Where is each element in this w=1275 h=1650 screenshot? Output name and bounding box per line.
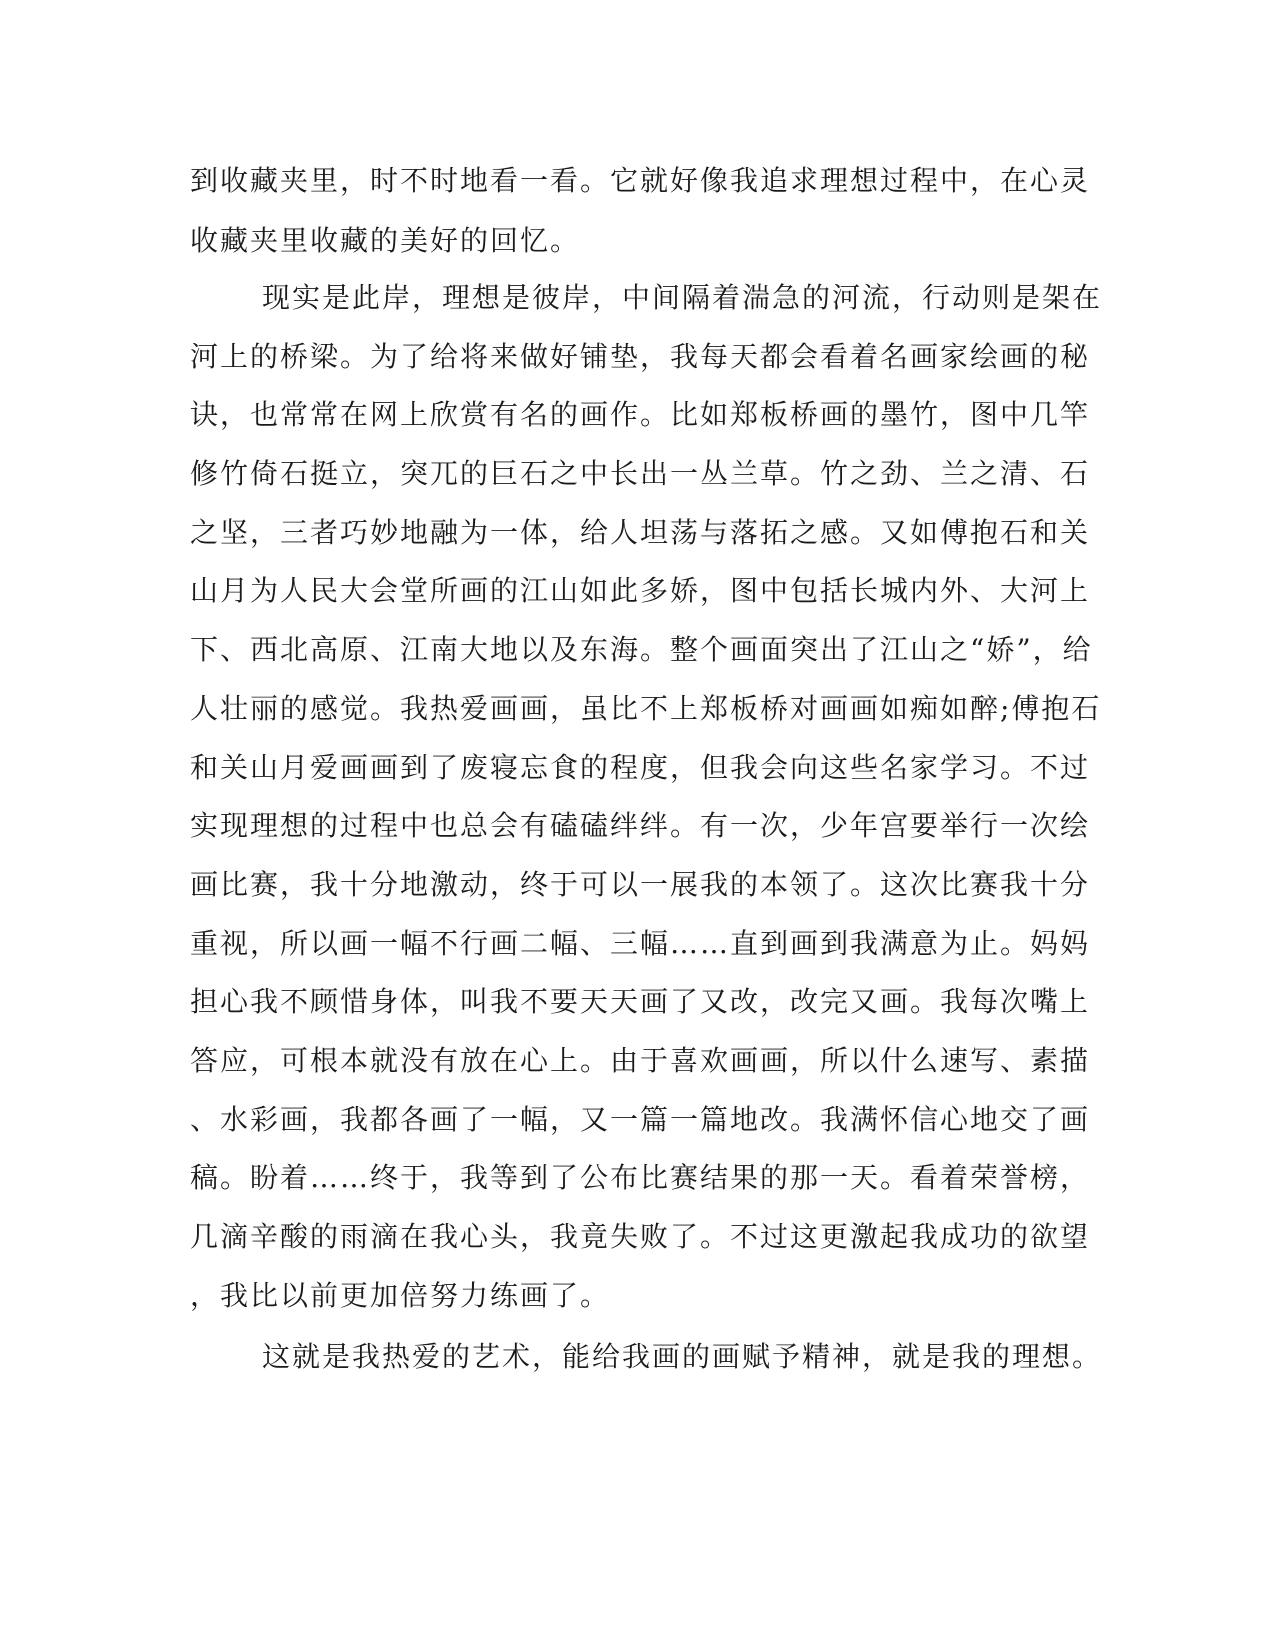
- text-line: 答应，可根本就没有放在心上。由于喜欢画画，所以什么速写、素描: [190, 1044, 1091, 1077]
- text-line: 到收藏夹里，时不时地看一看。它就好像我追求理想过程中，在心灵: [190, 164, 1091, 197]
- text-line: 人壮丽的感觉。我热爱画画，虽比不上郑板桥对画画如痴如醉;傅抱石: [190, 692, 1102, 725]
- paragraph-first-line: 这就是我热爱的艺术，能给我画的画赋予精神，就是我的理想。: [262, 1340, 1103, 1373]
- text-line: 稿。盼着……终于，我等到了公布比赛结果的那一天。看着荣誉榜，: [190, 1161, 1091, 1194]
- text-line: 、水彩画，我都各画了一幅，又一篇一篇地改。我满怀信心地交了画: [190, 1103, 1091, 1136]
- text-line: 重视，所以画一幅不行画二幅、三幅……直到画到我满意为止。妈妈: [190, 927, 1091, 960]
- text-line: ，我比以前更加倍努力练画了。: [190, 1279, 611, 1312]
- text-line: 下、西北高原、江南大地以及东海。整个画面突出了江山之“娇”，给: [190, 633, 1093, 666]
- text-line: 诀，也常常在网上欣赏有名的画作。比如郑板桥画的墨竹，图中几竿: [190, 398, 1091, 431]
- text-line: 修竹倚石挺立，突兀的巨石之中长出一丛兰草。竹之劲、兰之清、石: [190, 457, 1091, 490]
- paragraph-first-line: 现实是此岸，理想是彼岸，中间隔着湍急的河流，行动则是架在: [262, 281, 1103, 314]
- text-line: 和关山月爱画画到了废寝忘食的程度，但我会向这些名家学习。不过: [190, 751, 1091, 784]
- text-line: 担心我不顾惜身体，叫我不要天天画了又改，改完又画。我每次嘴上: [190, 985, 1091, 1018]
- text-line: 之坚，三者巧妙地融为一体，给人坦荡与落拓之感。又如傅抱石和关: [190, 516, 1091, 549]
- text-line: 河上的桥梁。为了给将来做好铺垫，我每天都会看着名画家绘画的秘: [190, 340, 1091, 373]
- text-line: 山月为人民大会堂所画的江山如此多娇，图中包括长城内外、大河上: [190, 574, 1091, 607]
- text-line: 收藏夹里收藏的美好的回忆。: [190, 224, 581, 257]
- text-line: 实现理想的过程中也总会有磕磕绊绊。有一次，少年宫要举行一次绘: [190, 809, 1091, 842]
- text-line: 画比赛，我十分地激动，终于可以一展我的本领了。这次比赛我十分: [190, 868, 1091, 901]
- text-line: 几滴辛酸的雨滴在我心头，我竟失败了。不过这更激起我成功的欲望: [190, 1220, 1091, 1253]
